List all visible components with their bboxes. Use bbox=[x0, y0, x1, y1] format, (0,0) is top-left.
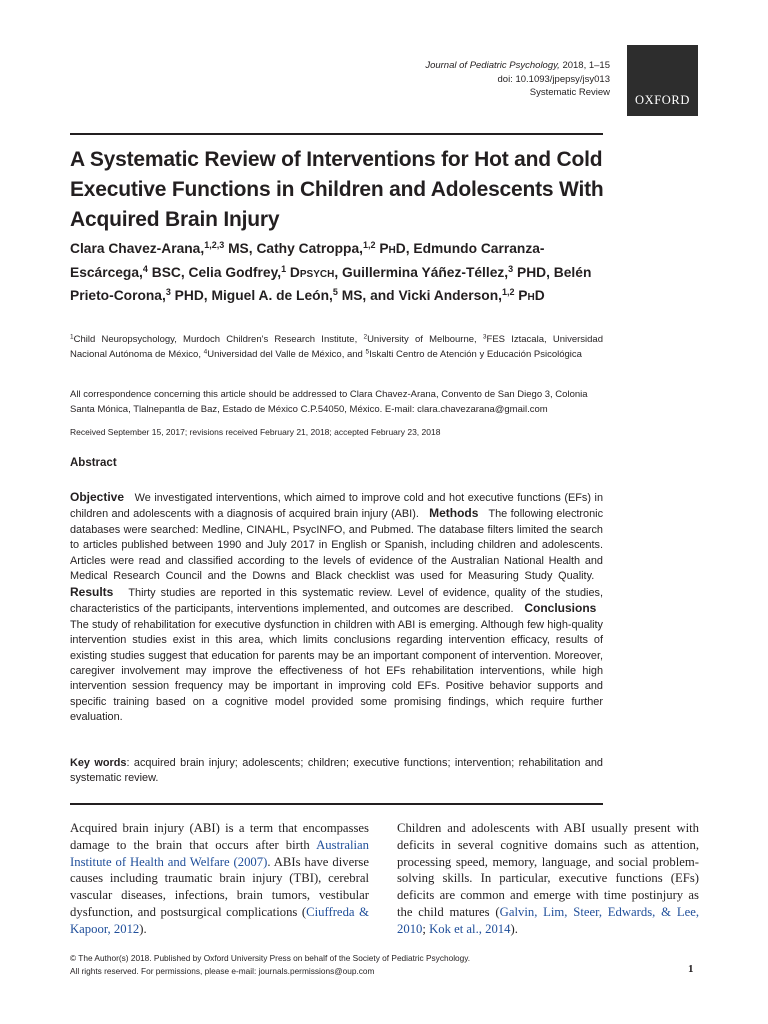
header-rule bbox=[70, 133, 603, 135]
objective-label: Objective bbox=[70, 490, 125, 504]
doi: doi: 10.1093/jpepsy/jsy013 bbox=[497, 73, 610, 85]
oxford-logo-text: OXFORD bbox=[635, 93, 690, 107]
abstract-rule bbox=[70, 803, 603, 805]
author-6: Miguel A. de León, bbox=[211, 288, 333, 303]
affil-1: University of Melbourne, bbox=[367, 334, 483, 345]
author-4-affil: 3 bbox=[508, 263, 514, 274]
methods-text: The following electronic databases were searched: Medline, CINAHL, PsycINFO, and Pubmed. The database filters limited the search to articles published between 1990 and July 2017 in English or Spanish, including children and adolescents. Articles were read and classified according to the levels of evidence of the Australian National Health and Medical Research Council and the Downs and Black checklist was used for Measuring Study Quality. bbox=[70, 508, 604, 583]
body-right-text-2: ). bbox=[510, 921, 518, 936]
citation-ciuffreda-2012[interactable]: Ciuffreda & Kapoor, 2012 bbox=[70, 904, 369, 936]
author-2: Edmundo Carranza-Escárcega, bbox=[70, 241, 545, 280]
journal-citation bbox=[425, 59, 610, 73]
received-dates: Received September 15, 2017; revisions received February 21, 2018; accepted February 23, 2018 bbox=[70, 427, 441, 437]
results-label: Results bbox=[70, 584, 114, 599]
abstract-body bbox=[70, 490, 603, 726]
oxford-logo bbox=[627, 45, 698, 116]
abstract-heading: Abstract bbox=[70, 457, 117, 469]
author-4: Guillermina Yáñez-Téllez, bbox=[342, 264, 509, 280]
author-6-affil: 5 bbox=[332, 287, 338, 297]
body-column-right bbox=[397, 820, 699, 938]
body-left-text-1: . ABIs have diverse causes including traumatic brain injury (TBI), cerebral vascular diseases, infections, brain tumors, vestibular dysfunction, and postsurgical complications ( bbox=[70, 854, 369, 919]
footer bbox=[70, 952, 603, 978]
body-left-text-0: Acquired brain injury (ABI) is a term that encompasses damage to the brain that occurs after birth bbox=[70, 821, 369, 852]
author-5-degree: PHD, bbox=[170, 288, 212, 303]
citation-aihw-2007[interactable]: Australian Institute of Health and Welfare (2007) bbox=[70, 837, 369, 869]
affil-4-num: 5 bbox=[365, 348, 370, 356]
author-5-affil: 3 bbox=[165, 287, 171, 297]
author-7-affil: 1,2 bbox=[501, 287, 515, 297]
affil-3: Universidad del Valle de México, and bbox=[207, 349, 366, 361]
author-7-degree: PhD bbox=[514, 288, 545, 303]
affiliations bbox=[70, 332, 603, 362]
author-1-affil: 1,2 bbox=[363, 240, 376, 250]
author-0-degree: MS, bbox=[224, 241, 257, 256]
author-1: Cathy Catroppa, bbox=[256, 241, 363, 256]
affil-0-num: 1 bbox=[70, 333, 74, 341]
conclusions-label: Conclusions bbox=[524, 601, 597, 616]
author-0-affil: 1,2,3 bbox=[204, 240, 225, 250]
author-2-degree: BSC, bbox=[147, 264, 189, 280]
page-number: 1 bbox=[688, 963, 694, 975]
author-5: Belén Prieto-Corona, bbox=[70, 264, 592, 303]
results-text: Thirty studies are reported in this systematic review. Level of evidence, quality of the studies, characteristics of the participants, interventions implemented, and outcomes are described. bbox=[70, 586, 603, 616]
author-6-degree: MS, bbox=[337, 288, 371, 303]
journal-meta bbox=[425, 59, 610, 100]
body-right-text-1: ; bbox=[422, 921, 430, 936]
author-3: Celia Godfrey, bbox=[188, 264, 282, 280]
correspondence: All correspondence concerning this article should be addressed to Clara Chavez-Arana, Convento de San Diego 3, Colonia Santa Mónica, Tlalnepantla de Baz, Estado de México C.P.54050, México. E-mail: clara.chavezarana@gmail.com bbox=[70, 389, 588, 416]
affil-2-num: 3 bbox=[482, 333, 487, 341]
author-7: and Vicki Anderson, bbox=[370, 288, 502, 303]
body-column-left bbox=[70, 820, 369, 938]
affil-4: Iskalti Centro de Atención y Educación Psicológica bbox=[369, 349, 582, 361]
body-right-text-0: Children and adolescents with ABI usually present with deficits in several cognitive domains such as attention, processing speed, memory, language, and social problem-solving skills. In particular, executive functions (EFs) deficits are common and emerge with time postinjury as the child matures ( bbox=[397, 821, 699, 919]
author-4-degree: PHD, bbox=[513, 264, 554, 280]
author-3-affil: 1 bbox=[281, 263, 287, 274]
affil-2: FES Iztacala, Universidad Nacional Autónoma de México, bbox=[70, 334, 604, 361]
author-1-degree: PhD, bbox=[375, 241, 414, 256]
author-list bbox=[70, 237, 610, 308]
keywords bbox=[70, 756, 603, 787]
affil-1-num: 2 bbox=[363, 333, 368, 341]
conclusions-text: The study of rehabilitation for executive dysfunction in children with ABI is emerging. Although few high-quality intervention studies exist in this area, which limits conclusions regarding intervention efficacy, results of existing studies suggest that education for parents may be an important component of intervention. Moreover, caregiver involvement may improve the effectiveness of hot EFs rehabilitation interventions, while high intervention session frequency may be important in improving cold EFs. Positive behavior supports and specific training based on a cognitive model provided some promising findings, which require further evaluation. bbox=[70, 618, 603, 724]
journal-year-pages: 2018, 1–15 bbox=[559, 60, 610, 71]
citation-galvin-2010[interactable]: Galvin, Lim, Steer, Edwards, & Lee, 2010 bbox=[397, 904, 700, 936]
affil-0: Child Neuropsychology, Murdoch Children's Research Institute, bbox=[73, 334, 364, 345]
keywords-label: Key words bbox=[70, 757, 127, 769]
body-left-text-2: ). bbox=[139, 921, 147, 936]
author-2-affil: 4 bbox=[142, 263, 148, 274]
author-3-degree: Dpsych, bbox=[286, 264, 342, 280]
journal-name: Journal of Pediatric Psychology, bbox=[425, 60, 560, 71]
methods-label: Methods bbox=[429, 506, 479, 521]
affil-3-num: 4 bbox=[203, 348, 208, 356]
author-0: Clara Chavez-Arana, bbox=[70, 241, 205, 256]
objective-text: We investigated interventions, which aimed to improve cold and hot executive functions (EFs) in children and adolescents with a diagnosis of acquired brain injury (ABI). bbox=[70, 492, 604, 521]
keywords-text: : acquired brain injury; adolescents; children; executive functions; intervention; rehabilitation and systematic review. bbox=[70, 757, 603, 785]
copyright: © The Author(s) 2018. Published by Oxford University Press on behalf of the Society of Pediatric Psychology. bbox=[70, 953, 471, 963]
permissions: All rights reserved. For permissions, please e-mail: journals.permissions@oup.com bbox=[70, 966, 375, 976]
citation-kok-2014[interactable]: Kok et al., 2014 bbox=[429, 921, 511, 936]
article-title: A Systematic Review of Interventions for Hot and Cold Executive Functions in Children and Adolescents With Acquired Brain Injury bbox=[70, 148, 604, 231]
article-type: Systematic Review bbox=[529, 87, 610, 98]
